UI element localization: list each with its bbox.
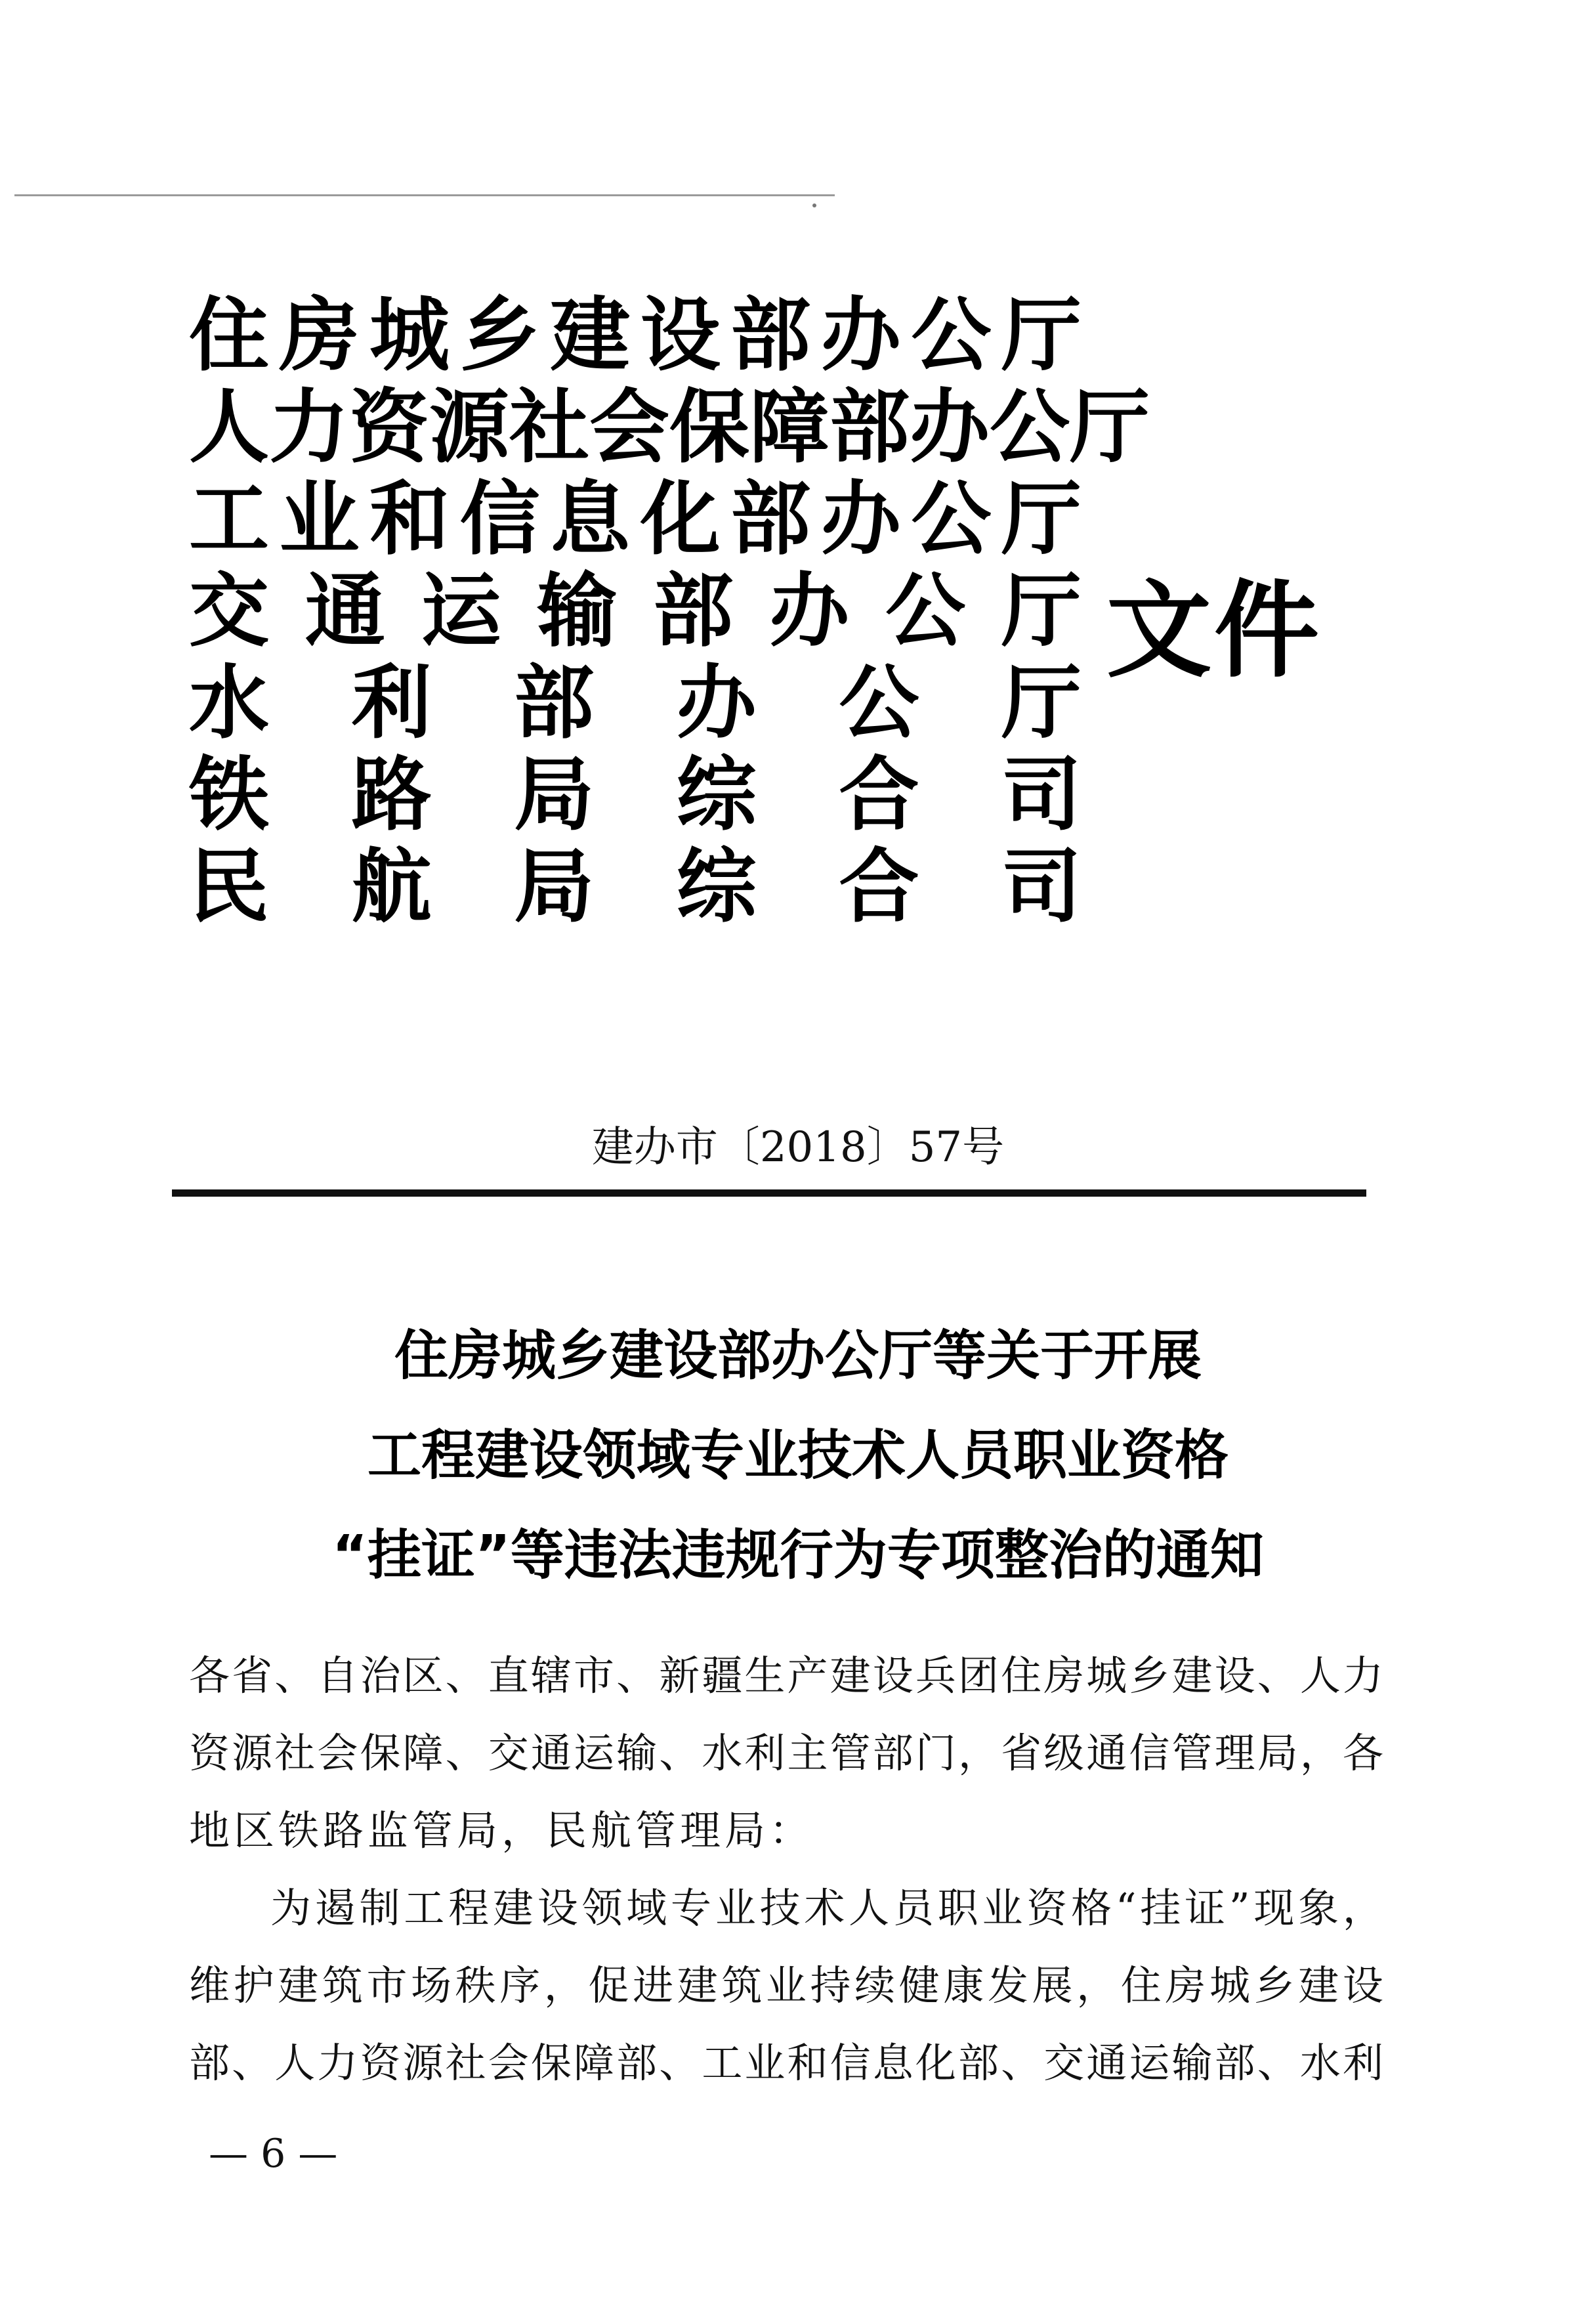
document-title [0,1306,1596,1606]
salutation-line: 各 省 、 自 治 区 、 直 辖 市 、 新 疆 生 产 建 设 兵 团 住 房 城 乡 建 设 、 人 力 [189,1652,1383,1699]
issuer-line: 人 力 资 源 社 会 保 障 部 办 公 厅 [189,379,1150,474]
title-line-3: “挂证”等违法违规行为专项整治的通知 [332,1524,1264,1587]
salutation-line: 地区铁路监管局，民航管理局： [189,1806,814,1854]
document-body [189,1637,1383,2102]
page-number: — 6 — [209,2131,338,2177]
scan-speck [812,203,816,207]
issuer-line: 民 航 局 综 合 司 [189,839,1082,933]
title-line-1: 住房城乡建设部办公厅等关于开展 [394,1325,1202,1387]
issuer-block [189,288,1150,933]
header-separator-rule [172,1189,1366,1197]
paragraph-line: 维 护 建 筑 市 场 秩 序 ， 促 进 建 筑 业 持 续 健 康 发 展 ， 住 房 城 乡 建 设 [189,1961,1383,2009]
document-header-suffix: 文件 [1106,568,1322,692]
issuer-line: 水 利 部 办 公 厅 [189,655,1082,750]
document-number: 建办市〔2018〕57号 [591,1123,1005,1172]
issuer-line: 工 业 和 信 息 化 部 办 公 厅 [189,471,1082,566]
title-line-2: 工程建设领域专业技术人员职业资格 [367,1424,1228,1487]
issuer-line: 交 通 运 输 部 办 公 厅 [189,563,1082,658]
salutation-line: 资 源 社 会 保 障 、 交 通 运 输 、 水 利 主 管 部 门 ， 省 级 通 信 管 理 局 ， 各 [189,1729,1383,1777]
paragraph-line: 部 、 人 力 资 源 社 会 保 障 部 、 工 业 和 信 息 化 部 、 交 通 运 输 部 、 水 利 [189,2039,1383,2087]
paragraph-line: 为 遏 制 工 程 建 设 领 域 专 业 技 术 人 员 职 业 资 格 “ 挂 证 ” 现 象 ， [270,1884,1383,1932]
issuer-line: 住 房 城 乡 建 设 部 办 公 厅 [189,288,1082,382]
issuer-line: 铁 路 局 综 合 司 [189,747,1082,842]
top-scan-line [14,194,835,196]
